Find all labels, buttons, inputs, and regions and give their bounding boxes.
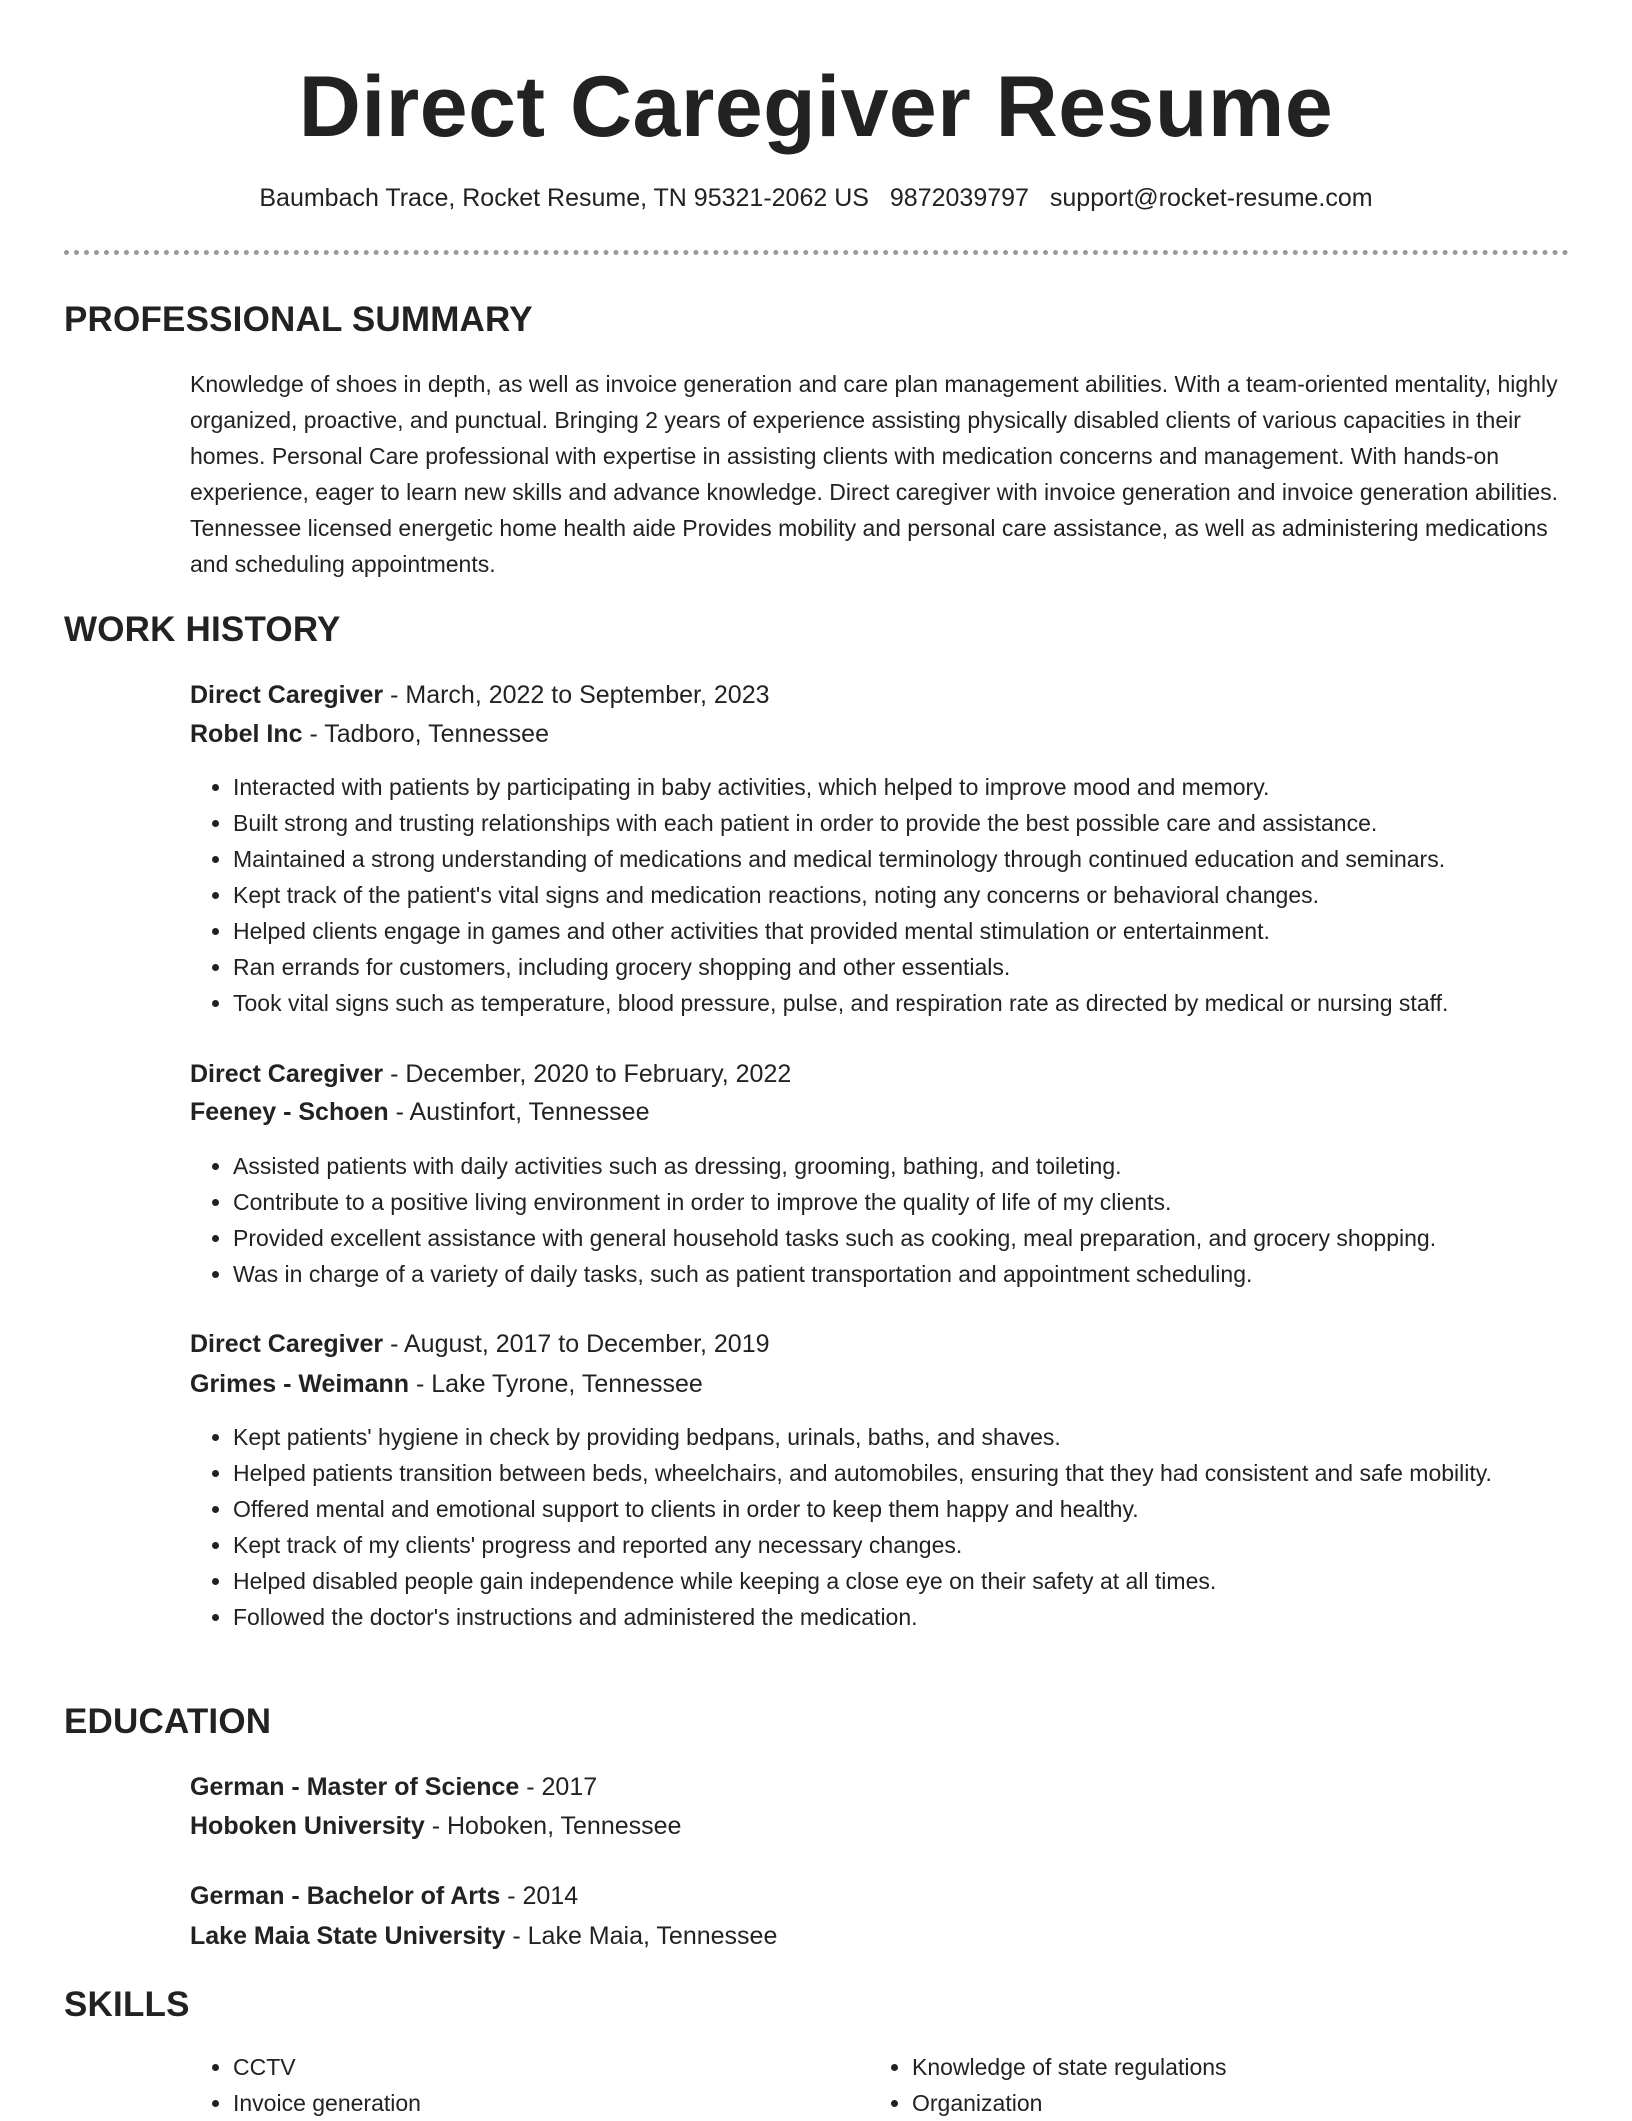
skill-item: • Knowledge of state regulations — [912, 2049, 1562, 2085]
contact-line — [0, 180, 1632, 216]
job-2-title: Direct Caregiver — [190, 1060, 384, 1088]
job-3-company-line — [190, 1366, 703, 1402]
job-1-dates: - March, 2022 to September, 2023 — [383, 681, 770, 709]
list-item: • Provided excellent assistance with general household tasks such as cooking, meal preparation, and grocery shopping. — [233, 1220, 1623, 1256]
list-item: • Took vital signs such as temperature, blood pressure, pulse, and respiration rate as directed by medical or nursing staff. — [233, 985, 1623, 1021]
education-2-school-line — [190, 1918, 777, 1954]
list-item: • Kept track of the patient's vital signs and medication reactions, noting any concerns or behavioral changes. — [233, 877, 1623, 913]
contact-email: support@rocket-resume.com — [1049, 184, 1373, 212]
contact-address: Baumbach Trace, Rocket Resume, TN 95321-2062 US — [259, 184, 869, 212]
education-1-school: Hoboken University — [190, 1812, 425, 1840]
list-item: • Ran errands for customers, including grocery shopping and other essentials. — [233, 949, 1623, 985]
list-item: • Helped disabled people gain independence while keeping a close eye on their safety at all times. — [233, 1563, 1623, 1599]
job-3-title-line — [190, 1326, 770, 1362]
job-3-company: Grimes - Weimann — [190, 1370, 410, 1398]
summary-text: Knowledge of shoes in depth, as well as invoice generation and care plan management abilities. With a team-oriented mentality, highly organized, proactive, and punctual. Bringing 2 years of experience assisting physically disabled clients of various capacities in their homes. Personal Care professional with expertise in assisting clients with medication concerns and management. With hands-on experience, eager to learn new skills and advance knowledge. Direct caregiver with invoice generation and invoice generation abilities. Tennessee licensed energetic home health aide Provides mobility and personal care assistance, as well as administering medications and scheduling appointments. — [190, 371, 1559, 577]
job-3-title: Direct Caregiver — [190, 1330, 384, 1358]
education-1-year: - 2017 — [519, 1773, 598, 1801]
job-2-company: Feeney - Schoen — [190, 1098, 389, 1126]
header-divider — [64, 250, 1569, 255]
skill-item: • Invoice generation — [233, 2085, 833, 2121]
list-item: • Kept patients' hygiene in check by providing bedpans, urinals, baths, and shaves. — [233, 1419, 1623, 1455]
job-1-company-line — [190, 716, 549, 752]
education-heading: EDUCATION — [64, 1702, 272, 1741]
contact-phone: 9872039797 — [889, 184, 1029, 212]
job-3-dates: - August, 2017 to December, 2019 — [383, 1330, 770, 1358]
job-3-location: - Lake Tyrone, Tennessee — [409, 1370, 703, 1398]
list-item: • Kept track of my clients' progress and reported any necessary changes. — [233, 1527, 1623, 1563]
education-1-degree-line — [190, 1769, 597, 1805]
job-1-location: - Tadboro, Tennessee — [302, 720, 549, 748]
summary-heading: PROFESSIONAL SUMMARY — [64, 300, 533, 339]
job-1-bullets — [190, 769, 1623, 1021]
education-2-degree-line — [190, 1878, 578, 1914]
education-1-location: - Hoboken, Tennessee — [424, 1812, 682, 1840]
job-2-dates: - December, 2020 to February, 2022 — [383, 1060, 792, 1088]
education-2-location: - Lake Maia, Tennessee — [505, 1922, 778, 1950]
list-item: • Was in charge of a variety of daily tasks, such as patient transportation and appointment scheduling. — [233, 1256, 1623, 1292]
job-2-location: - Austinfort, Tennessee — [388, 1098, 650, 1126]
job-1-company: Robel Inc — [190, 720, 303, 748]
job-2-title-line — [190, 1056, 791, 1092]
education-1-school-line — [190, 1808, 681, 1844]
list-item: • Contribute to a positive living environment in order to improve the quality of life of my clients. — [233, 1184, 1623, 1220]
list-item: • Interacted with patients by participating in baby activities, which helped to improve mood and memory. — [233, 769, 1623, 805]
education-2-year: - 2014 — [500, 1882, 579, 1910]
job-3-bullets — [190, 1419, 1623, 1635]
list-item: • Maintained a strong understanding of medications and medical terminology through continued education and seminars. — [233, 841, 1623, 877]
skill-item: • Organization — [912, 2085, 1562, 2121]
work-history-heading: WORK HISTORY — [64, 610, 341, 649]
list-item: • Helped patients transition between beds, wheelchairs, and automobiles, ensuring that they had consistent and safe mobility. — [233, 1455, 1623, 1491]
list-item: • Assisted patients with daily activities such as dressing, grooming, bathing, and toileting. — [233, 1148, 1623, 1184]
list-item: • Offered mental and emotional support to clients in order to keep them happy and healthy. — [233, 1491, 1623, 1527]
education-2-school: Lake Maia State University — [190, 1922, 506, 1950]
skills-list-left — [190, 2049, 833, 2121]
skills-heading: SKILLS — [64, 1985, 190, 2024]
list-item: • Built strong and trusting relationships with each patient in order to provide the best possible care and assistance. — [233, 805, 1623, 841]
skills-list-right — [869, 2049, 1562, 2121]
job-2-bullets — [190, 1148, 1623, 1292]
skill-item: • CCTV — [233, 2049, 833, 2085]
job-1-title: Direct Caregiver — [190, 681, 384, 709]
list-item: • Helped clients engage in games and other activities that provided mental stimulation or entertainment. — [233, 913, 1623, 949]
resume-title: Direct Caregiver Resume — [298, 59, 1334, 155]
list-item: • Followed the doctor's instructions and administered the medication. — [233, 1599, 1623, 1635]
job-1-title-line — [190, 677, 770, 713]
job-2-company-line — [190, 1094, 649, 1130]
education-2-degree: German - Bachelor of Arts — [190, 1882, 501, 1910]
education-1-degree: German - Master of Science — [190, 1773, 520, 1801]
